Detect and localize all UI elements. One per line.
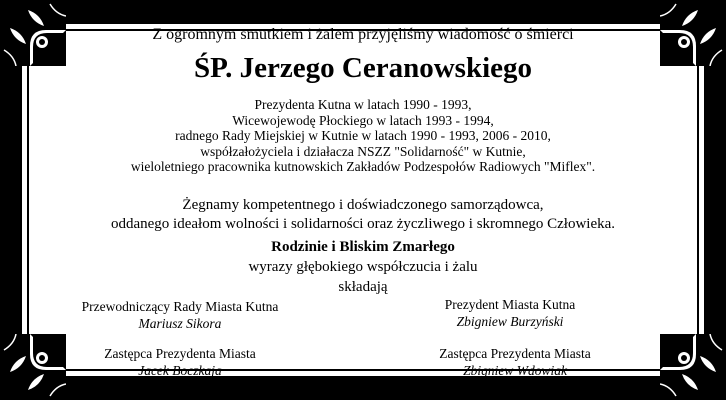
- tribute-line: oddanego ideałom wolności i solidarności oraz życzliwego i skromnego Człowieka.: [110, 216, 616, 232]
- signatory: [70, 345, 290, 379]
- bio-line: wieloletniego pracownika kutnowskich Zakładów Podzespołów Radiowych "Miflex".: [130, 159, 596, 174]
- offered-by-text: składają: [338, 279, 388, 295]
- signatory-name: Jacek Boczkaja: [138, 363, 222, 378]
- signatory-name: Mariusz Sikora: [138, 316, 222, 331]
- bio-line: Wicewojewodę Płockiego w latach 1993 - 1994,: [232, 112, 494, 128]
- corner-ornament-bottom-left: [0, 334, 66, 400]
- signatory-name: Zbigniew Wdowiak: [463, 363, 567, 378]
- frame-top-band: [0, 0, 726, 24]
- biography: [0, 97, 726, 175]
- frame-bottom-band: [0, 376, 726, 400]
- condolences-text: wyrazy głębokiego współczucia i żalu: [248, 259, 478, 275]
- signatory: [60, 298, 300, 332]
- deceased-name: ŚP. Jerzego Ceranowskiego: [193, 52, 533, 84]
- signatory-role: Przewodniczący Rady Miasta Kutna: [81, 299, 279, 314]
- bio-line: radnego Rady Miejskiej w Kutnie w latach 1990 - 1993, 2006 - 2010,: [175, 128, 551, 143]
- corner-ornament-bottom-right: [660, 334, 726, 400]
- signatory-role: Zastępca Prezydenta Miasta: [104, 346, 256, 361]
- intro-text: Z ogromnym smutkiem i żalem przyjęliśmy wiadomość o śmierci: [152, 26, 574, 43]
- bio-line: współzałożyciela i działacza NSZZ "Solidarność" w Kutnie,: [200, 143, 526, 159]
- signatory-role: Prezydent Miasta Kutna: [444, 297, 576, 312]
- signatory: [395, 296, 625, 330]
- tribute: [0, 196, 726, 234]
- family-dedication: Rodzinie i Bliskim Zmarłego: [271, 239, 455, 255]
- bio-line: Prezydenta Kutna w latach 1990 - 1993,: [254, 97, 472, 112]
- tribute-line: Żegnamy kompetentnego i doświadczonego samorządowca,: [182, 197, 544, 213]
- signatory: [400, 345, 630, 379]
- signatory-name: Zbigniew Burzyński: [456, 314, 564, 329]
- signatory-role: Zastępca Prezydenta Miasta: [439, 346, 591, 361]
